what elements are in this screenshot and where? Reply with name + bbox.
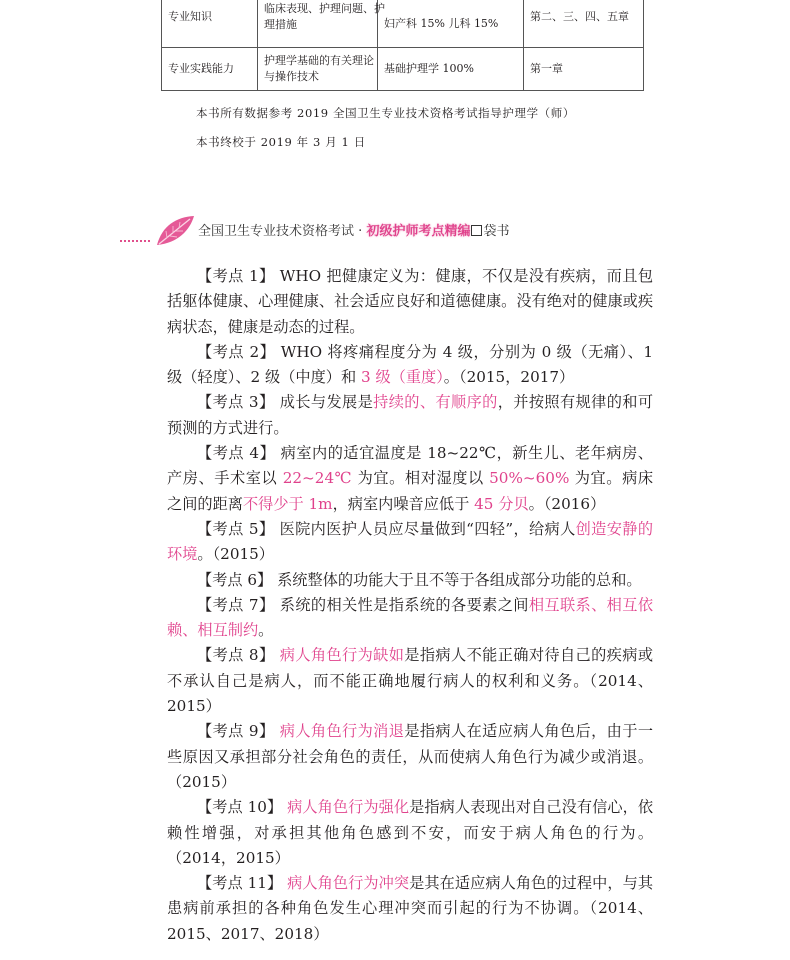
highlighted-term: 病人角色行为强化 xyxy=(287,798,410,817)
key-point-3 xyxy=(167,390,653,441)
table-row xyxy=(162,0,644,48)
key-point-10 xyxy=(167,795,653,871)
cell-line: 护理学基础的有关理论 xyxy=(264,54,374,67)
table-cell-chapters: 第二、三、四、五章 xyxy=(524,0,644,48)
cell-line: 与操作技术 xyxy=(264,70,319,83)
header-suffix: 袋书 xyxy=(483,224,510,239)
highlighted-term: 3 级（重度） xyxy=(360,368,444,387)
cell-line: 临床表现、护理问题、护 xyxy=(264,2,385,15)
key-point-2 xyxy=(167,340,653,391)
key-point-8 xyxy=(167,643,653,719)
key-point-tag: 【考点 4】 xyxy=(197,444,276,463)
key-point-text: 系统的相关性是指系统的各要素之间 xyxy=(279,595,529,614)
key-point-tag: 【考点 10】 xyxy=(197,798,283,817)
key-point-text: 是其在适应病人角色的过程中，与其患病前承担的各种角色发生心理冲突而引起的行为不协调。（2014、2015、2017、2018） xyxy=(167,874,654,943)
key-point-5 xyxy=(167,517,653,568)
key-point-text: WHO 将疼痛程度分为 4 级，分别为 0 级（无痛）、1 级（轻度）、2 级（中度）和 xyxy=(167,342,653,387)
highlighted-term: 相互联系、相互依赖、相互制约 xyxy=(167,595,654,640)
key-point-text: 是指病人不能正确对待自己的疾病或不承认自己是病人，而不能正确地履行病人的权利和义务。（2014、2015） xyxy=(167,646,654,716)
table-cell-content xyxy=(258,0,385,48)
table-cell-content xyxy=(258,48,378,91)
key-point-text: 病室内的适宜温度是 18~22℃，新生儿、老年病房、产房、手术室以 xyxy=(167,444,653,488)
highlighted-term: 不得少于 1m xyxy=(242,494,333,513)
table-cell-category: 专业知识 xyxy=(162,0,258,48)
highlighted-term: 22~24℃ xyxy=(282,469,353,488)
key-point-7 xyxy=(167,593,653,644)
cell-line: 妇产科 15% 儿科 15% xyxy=(384,17,499,30)
key-point-text: ，并按照有规律的和可预测的方式进行。 xyxy=(167,393,654,437)
key-point-9 xyxy=(167,719,653,795)
table-cell-ratio xyxy=(378,0,524,48)
key-point-text: 。（2015，2017） xyxy=(443,368,575,387)
key-point-text: WHO 把健康定义为：健康，不仅是没有疾病，而且包括躯体健康、心理健康、社会适应良好和道德健康。没有绝对的健康或疾病状态，健康是动态的过程。 xyxy=(167,267,654,336)
highlighted-term: 病人角色行为冲突 xyxy=(287,874,410,893)
header-prefix: 全国卫生专业技术资格考试 xyxy=(198,224,355,239)
highlighted-term: 50%~60% xyxy=(489,469,570,488)
key-point-tag: 【考点 9】 xyxy=(197,722,275,741)
key-point-tag: 【考点 8】 xyxy=(197,646,275,665)
key-point-text: 。（2015） xyxy=(197,545,274,564)
key-points-section xyxy=(167,264,653,947)
highlighted-term: 持续的、有顺序的 xyxy=(373,393,498,412)
header-dot: · xyxy=(358,224,363,239)
table-cell-ratio: 基础护理学 100% xyxy=(378,48,524,91)
key-point-text: 系统整体的功能大于且不等于各组成部分功能的总和。 xyxy=(277,570,642,589)
highlighted-term: 病人角色行为缺如 xyxy=(279,646,405,665)
key-point-text: 为宜。病床之间的距离 xyxy=(167,469,654,513)
key-point-6 xyxy=(167,568,653,593)
key-point-tag: 【考点 6】 xyxy=(197,570,273,589)
highlighted-term: 45 分贝 xyxy=(474,494,529,513)
key-point-text: 是指病人表现出对自己没有信心，依赖性增强，对承担其他角色感到不安，而安于病人角色的行为。（2014，2015） xyxy=(167,798,654,867)
table-cell-category: 专业实践能力 xyxy=(162,48,258,91)
square-box-icon xyxy=(471,225,482,236)
key-point-11 xyxy=(167,871,653,947)
data-source-note: 本书所有数据参考 2019 全国卫生专业技术资格考试指导护理学（师） xyxy=(196,106,575,120)
key-point-text: 为宜。相对湿度以 xyxy=(352,469,490,488)
key-point-text: 成长与发展是 xyxy=(279,393,374,412)
header-dotted-rule xyxy=(120,240,150,242)
key-point-text: 是指病人在适应病人角色后，由于一些原因又承担部分社会角色的责任，从而使病人角色行为减少或消退。（2015） xyxy=(167,722,654,791)
key-point-tag: 【考点 7】 xyxy=(197,595,275,614)
key-point-tag: 【考点 2】 xyxy=(197,342,276,361)
key-point-tag: 【考点 3】 xyxy=(197,393,275,412)
exam-outline-table xyxy=(161,0,644,91)
key-point-text: 医院内医护人员应尽量做到“四轻”，给病人 xyxy=(279,519,576,538)
header-series-title: 初级护师考点精编 xyxy=(366,224,471,239)
key-point-1 xyxy=(167,264,653,340)
final-proof-date-note: 本书终校于 2019 年 3 月 1 日 xyxy=(196,135,366,149)
key-point-text: ，病室内噪音应低于 xyxy=(332,494,475,513)
key-point-tag: 【考点 5】 xyxy=(197,519,275,538)
key-point-text: 。 xyxy=(258,621,274,640)
key-point-text: 。（2016） xyxy=(528,494,606,513)
key-point-4 xyxy=(167,441,653,517)
key-point-tag: 【考点 1】 xyxy=(197,267,275,285)
key-point-tag: 【考点 11】 xyxy=(197,874,283,893)
cell-line: 理措施 xyxy=(264,18,297,31)
highlighted-term: 病人角色行为消退 xyxy=(279,722,405,741)
highlighted-term: 创造安静的环境 xyxy=(167,519,654,564)
table-row xyxy=(162,48,644,91)
pink-leaf-icon xyxy=(154,214,196,248)
table-cell-chapters: 第一章 xyxy=(524,48,644,91)
running-header xyxy=(198,220,509,239)
